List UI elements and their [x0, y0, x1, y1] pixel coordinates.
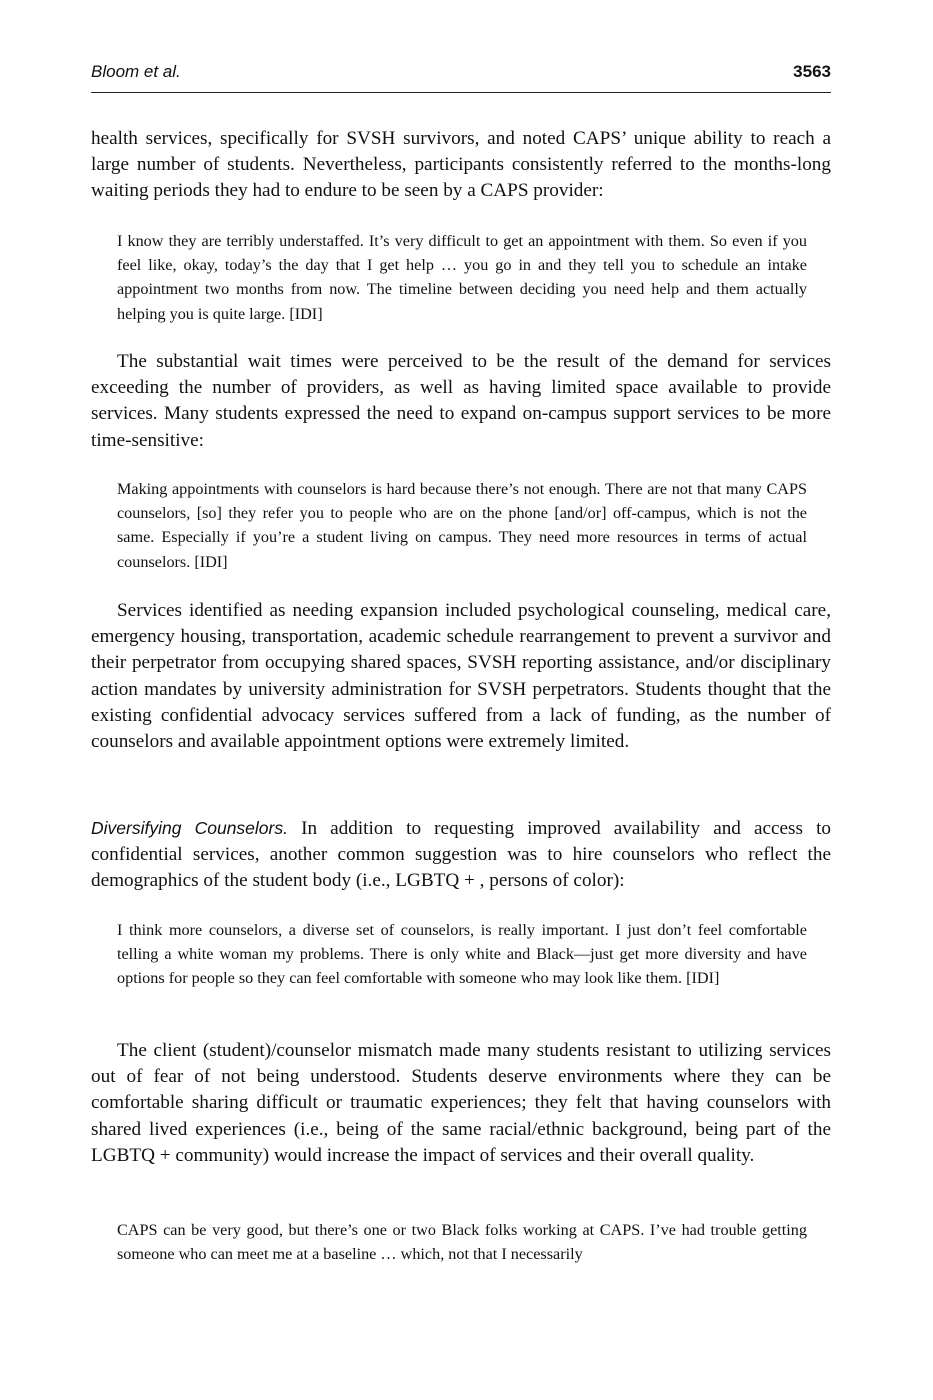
block-quote-1: I know they are terribly understaffed. It’s very difficult to get an appointment with them. So even if you feel like, okay, today’s the day that I get help … you go in and they tell you to schedule an intake appointment two months from now. The timeline between deciding you need help and them actually helping you is quite large. [IDI] — [117, 232, 807, 323]
page-number: 3563 — [793, 62, 831, 81]
paragraph-2: The substantial wait times were perceived to be the result of the demand for services exceeding the number of providers, as well as having limited space available to provide services. Many students expressed the need to expand on-campus support services to be more time-sensitive: — [91, 351, 831, 451]
running-header — [91, 58, 831, 93]
section-subheading: Diversifying Counselors. — [91, 818, 288, 838]
paragraph-4-text: In addition to requesting improved availability and access to confidential services, another common suggestion was to hire counselors who reflect the demographics of the student body (i.e., LGBTQ + , persons of color): — [91, 818, 832, 892]
running-head-authors: Bloom et al. — [91, 62, 181, 81]
block-quote-3: I think more counselors, a diverse set of counselors, is really important. I just don’t feel comfortable telling a white woman my problems. There is only white and Black—just get more diversity and have options for people so they can feel comfortable with someone who may look like them. [IDI] — [117, 921, 807, 988]
paragraph-3: Services identified as needing expansion included psychological counseling, medical care, emergency housing, transportation, academic schedule rearrangement to prevent a survivor and their perpetrator from occupying shared spaces, SVSH reporting assistance, and/or disciplinary action mandates by university administration for SVSH perpetrators. Students thought that the existing confidential advocacy services suffered from a lack of funding, as the number of counselors and available appointment options were extremely limited. — [91, 600, 831, 753]
paragraph-4 — [91, 815, 831, 895]
paragraph-5: The client (student)/counselor mismatch made many students resistant to utilizing services out of fear of not being understood. Students deserve environments where they can be comfortable sharing difficult or traumatic experiences; they felt that having counselors with shared lived experiences (i.e., being of the same racial/ethnic background, being part of the LGBTQ + community) would increase the impact of services and their overall quality. — [91, 1040, 831, 1166]
block-quote-4: CAPS can be very good, but there’s one or two Black folks working at CAPS. I’ve had trouble getting someone who can meet me at a baseline … which, not that I necessarily — [117, 1221, 807, 1264]
paragraph-1: health services, specifically for SVSH survivors, and noted CAPS’ unique ability to reach a large number of students. Nevertheless, participants consistently referred to the months-long waiting periods they had to endure to be seen by a CAPS provider: — [91, 128, 831, 202]
block-quote-2: Making appointments with counselors is hard because there’s not enough. There are not that many CAPS counselors, [so] they refer you to people who are on the phone [and/or] off-campus, which is not the same. Especially if you’re a student living on campus. They need more resources in terms of actual counselors. [IDI] — [117, 480, 807, 571]
